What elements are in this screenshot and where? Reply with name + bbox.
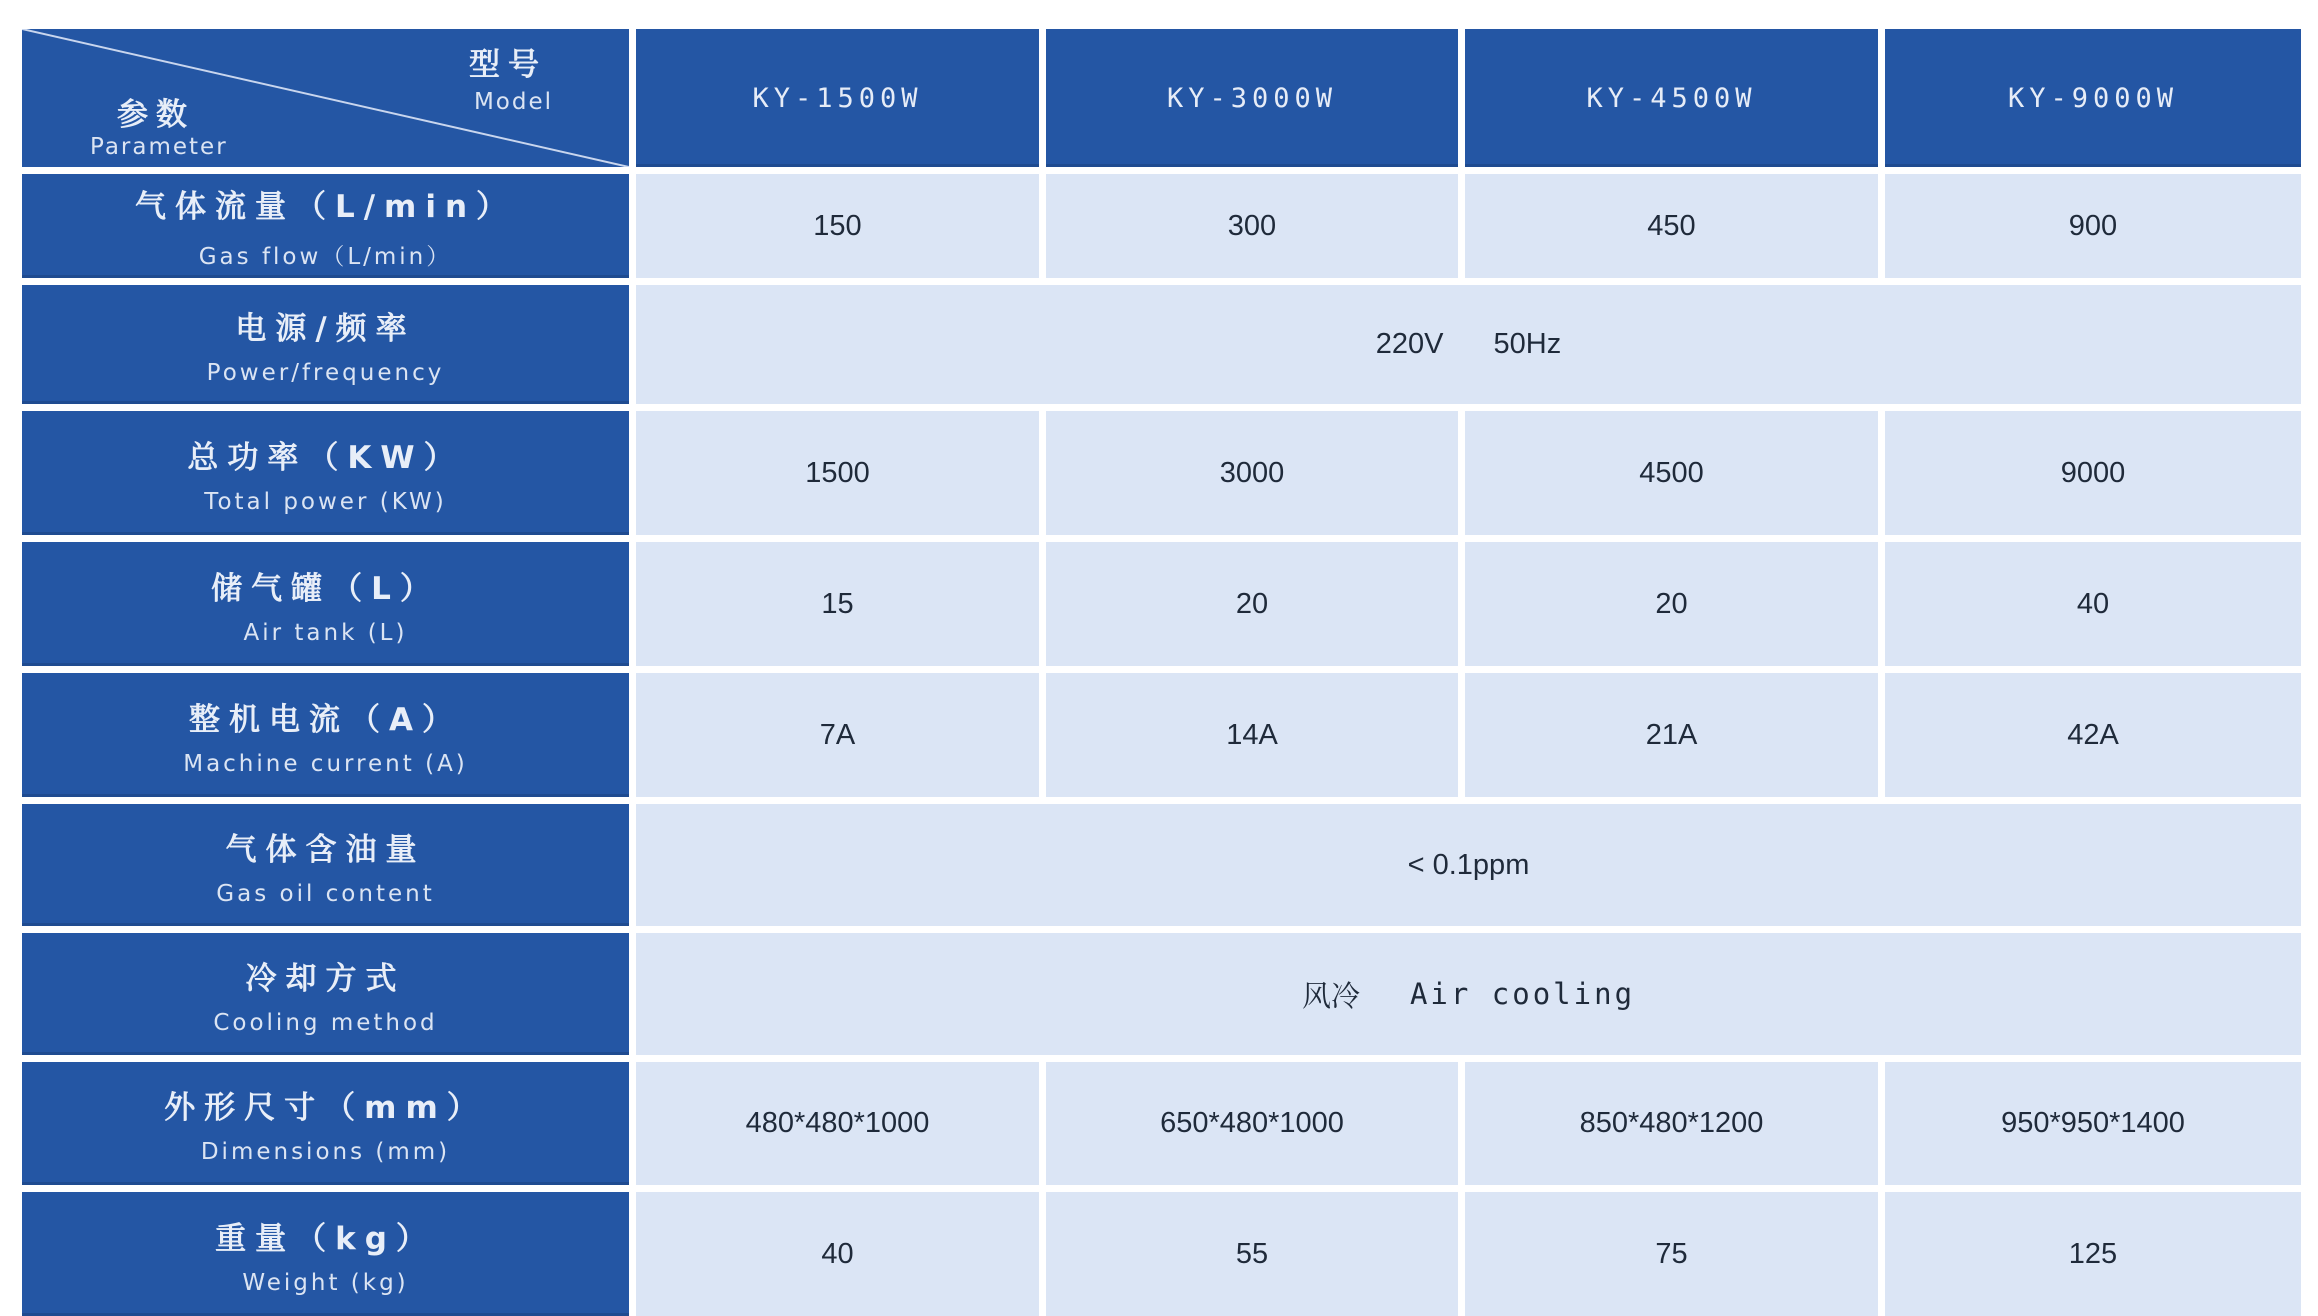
table-cell: 300 <box>1046 174 1458 278</box>
row-header-dimensions <box>22 1062 629 1185</box>
merged-cell-gas-oil-content <box>636 804 2301 926</box>
table-cell: 20 <box>1465 542 1878 666</box>
cooling-value-cn: 风冷 <box>1301 980 1360 1013</box>
model-label-cn: 型号 <box>469 47 547 83</box>
oil-content-value: < 0.1ppm <box>1407 848 1530 881</box>
table-cell: 480*480*1000 <box>636 1062 1039 1185</box>
row-label-cn: 电源/频率 <box>235 311 416 347</box>
row-label-cn: 气体含油量 <box>225 831 426 868</box>
table-cell: 15 <box>636 542 1039 666</box>
table-cell: 14A <box>1046 673 1458 797</box>
spec-table <box>22 29 2303 1296</box>
frequency-value: 50Hz <box>1493 328 1562 360</box>
table-cell: 75 <box>1465 1192 1878 1316</box>
row-label-cn: 重量（kg） <box>215 1220 436 1257</box>
row-header-machine-current <box>22 673 629 797</box>
table-cell: 20 <box>1046 542 1458 666</box>
table-cell: 3000 <box>1046 411 1458 535</box>
row-header-gas-oil-content <box>22 804 629 926</box>
row-label-en: Weight (kg) <box>242 1269 409 1296</box>
table-cell: 850*480*1200 <box>1465 1062 1878 1185</box>
row-label-en: Power/frequency <box>206 360 445 386</box>
cooling-value-en: Air cooling <box>1409 977 1636 1011</box>
table-cell: 125 <box>1885 1192 2301 1316</box>
table-cell: 4500 <box>1465 411 1878 535</box>
row-header-weight <box>22 1192 629 1316</box>
row-header-total-power <box>22 411 629 535</box>
row-label-en: Total power (KW) <box>204 488 447 515</box>
table-cell: 21A <box>1465 673 1878 797</box>
model-header-ky-9000w: KY-9000W <box>1885 29 2301 167</box>
row-label-cn: 储气罐（L） <box>211 570 440 607</box>
row-header-gas-flow <box>22 174 629 278</box>
table-cell: 950*950*1400 <box>1885 1062 2301 1185</box>
corner-header-cell <box>22 29 629 167</box>
table-cell: 55 <box>1046 1192 1458 1316</box>
table-cell: 7A <box>636 673 1039 797</box>
parameter-label-en: Parameter <box>90 134 228 160</box>
merged-cell-cooling-method <box>636 933 2301 1055</box>
row-label-cn: 气体流量（L/min） <box>134 189 517 225</box>
table-cell: 150 <box>636 174 1039 278</box>
row-label-en: Dimensions (mm) <box>200 1139 451 1165</box>
row-header-cooling-method <box>22 933 629 1055</box>
table-cell: 900 <box>1885 174 2301 278</box>
table-cell: 650*480*1000 <box>1046 1062 1458 1185</box>
row-label-en: Air tank (L) <box>243 619 408 646</box>
table-cell: 42A <box>1885 673 2301 797</box>
model-header-ky-4500w: KY-4500W <box>1465 29 1878 167</box>
table-cell: 450 <box>1465 174 1878 278</box>
row-label-cn: 外形尺寸（mm） <box>164 1090 487 1126</box>
model-label-en: Model <box>473 89 553 115</box>
table-cell: 9000 <box>1885 411 2301 535</box>
row-header-air-tank <box>22 542 629 666</box>
parameter-label-cn: 参数 <box>117 97 195 133</box>
row-label-en: Machine current (A) <box>183 750 468 777</box>
model-header-ky-1500w: KY-1500W <box>636 29 1039 167</box>
table-cell: 40 <box>1885 542 2301 666</box>
row-label-en: Cooling method <box>213 1009 438 1036</box>
table-cell: 1500 <box>636 411 1039 535</box>
row-label-en: Gas oil content <box>216 880 435 907</box>
row-label-cn: 整机电流（A） <box>189 701 462 738</box>
voltage-value: 220V <box>1375 328 1444 360</box>
table-cell: 40 <box>636 1192 1039 1316</box>
merged-cell-power-frequency <box>636 285 2301 404</box>
row-header-power-frequency <box>22 285 629 404</box>
row-label-cn: 冷却方式 <box>245 960 406 997</box>
row-label-en: Gas flow（L/min） <box>198 244 453 270</box>
row-label-cn: 总功率（KW） <box>187 439 464 476</box>
model-header-ky-3000w: KY-3000W <box>1046 29 1458 167</box>
